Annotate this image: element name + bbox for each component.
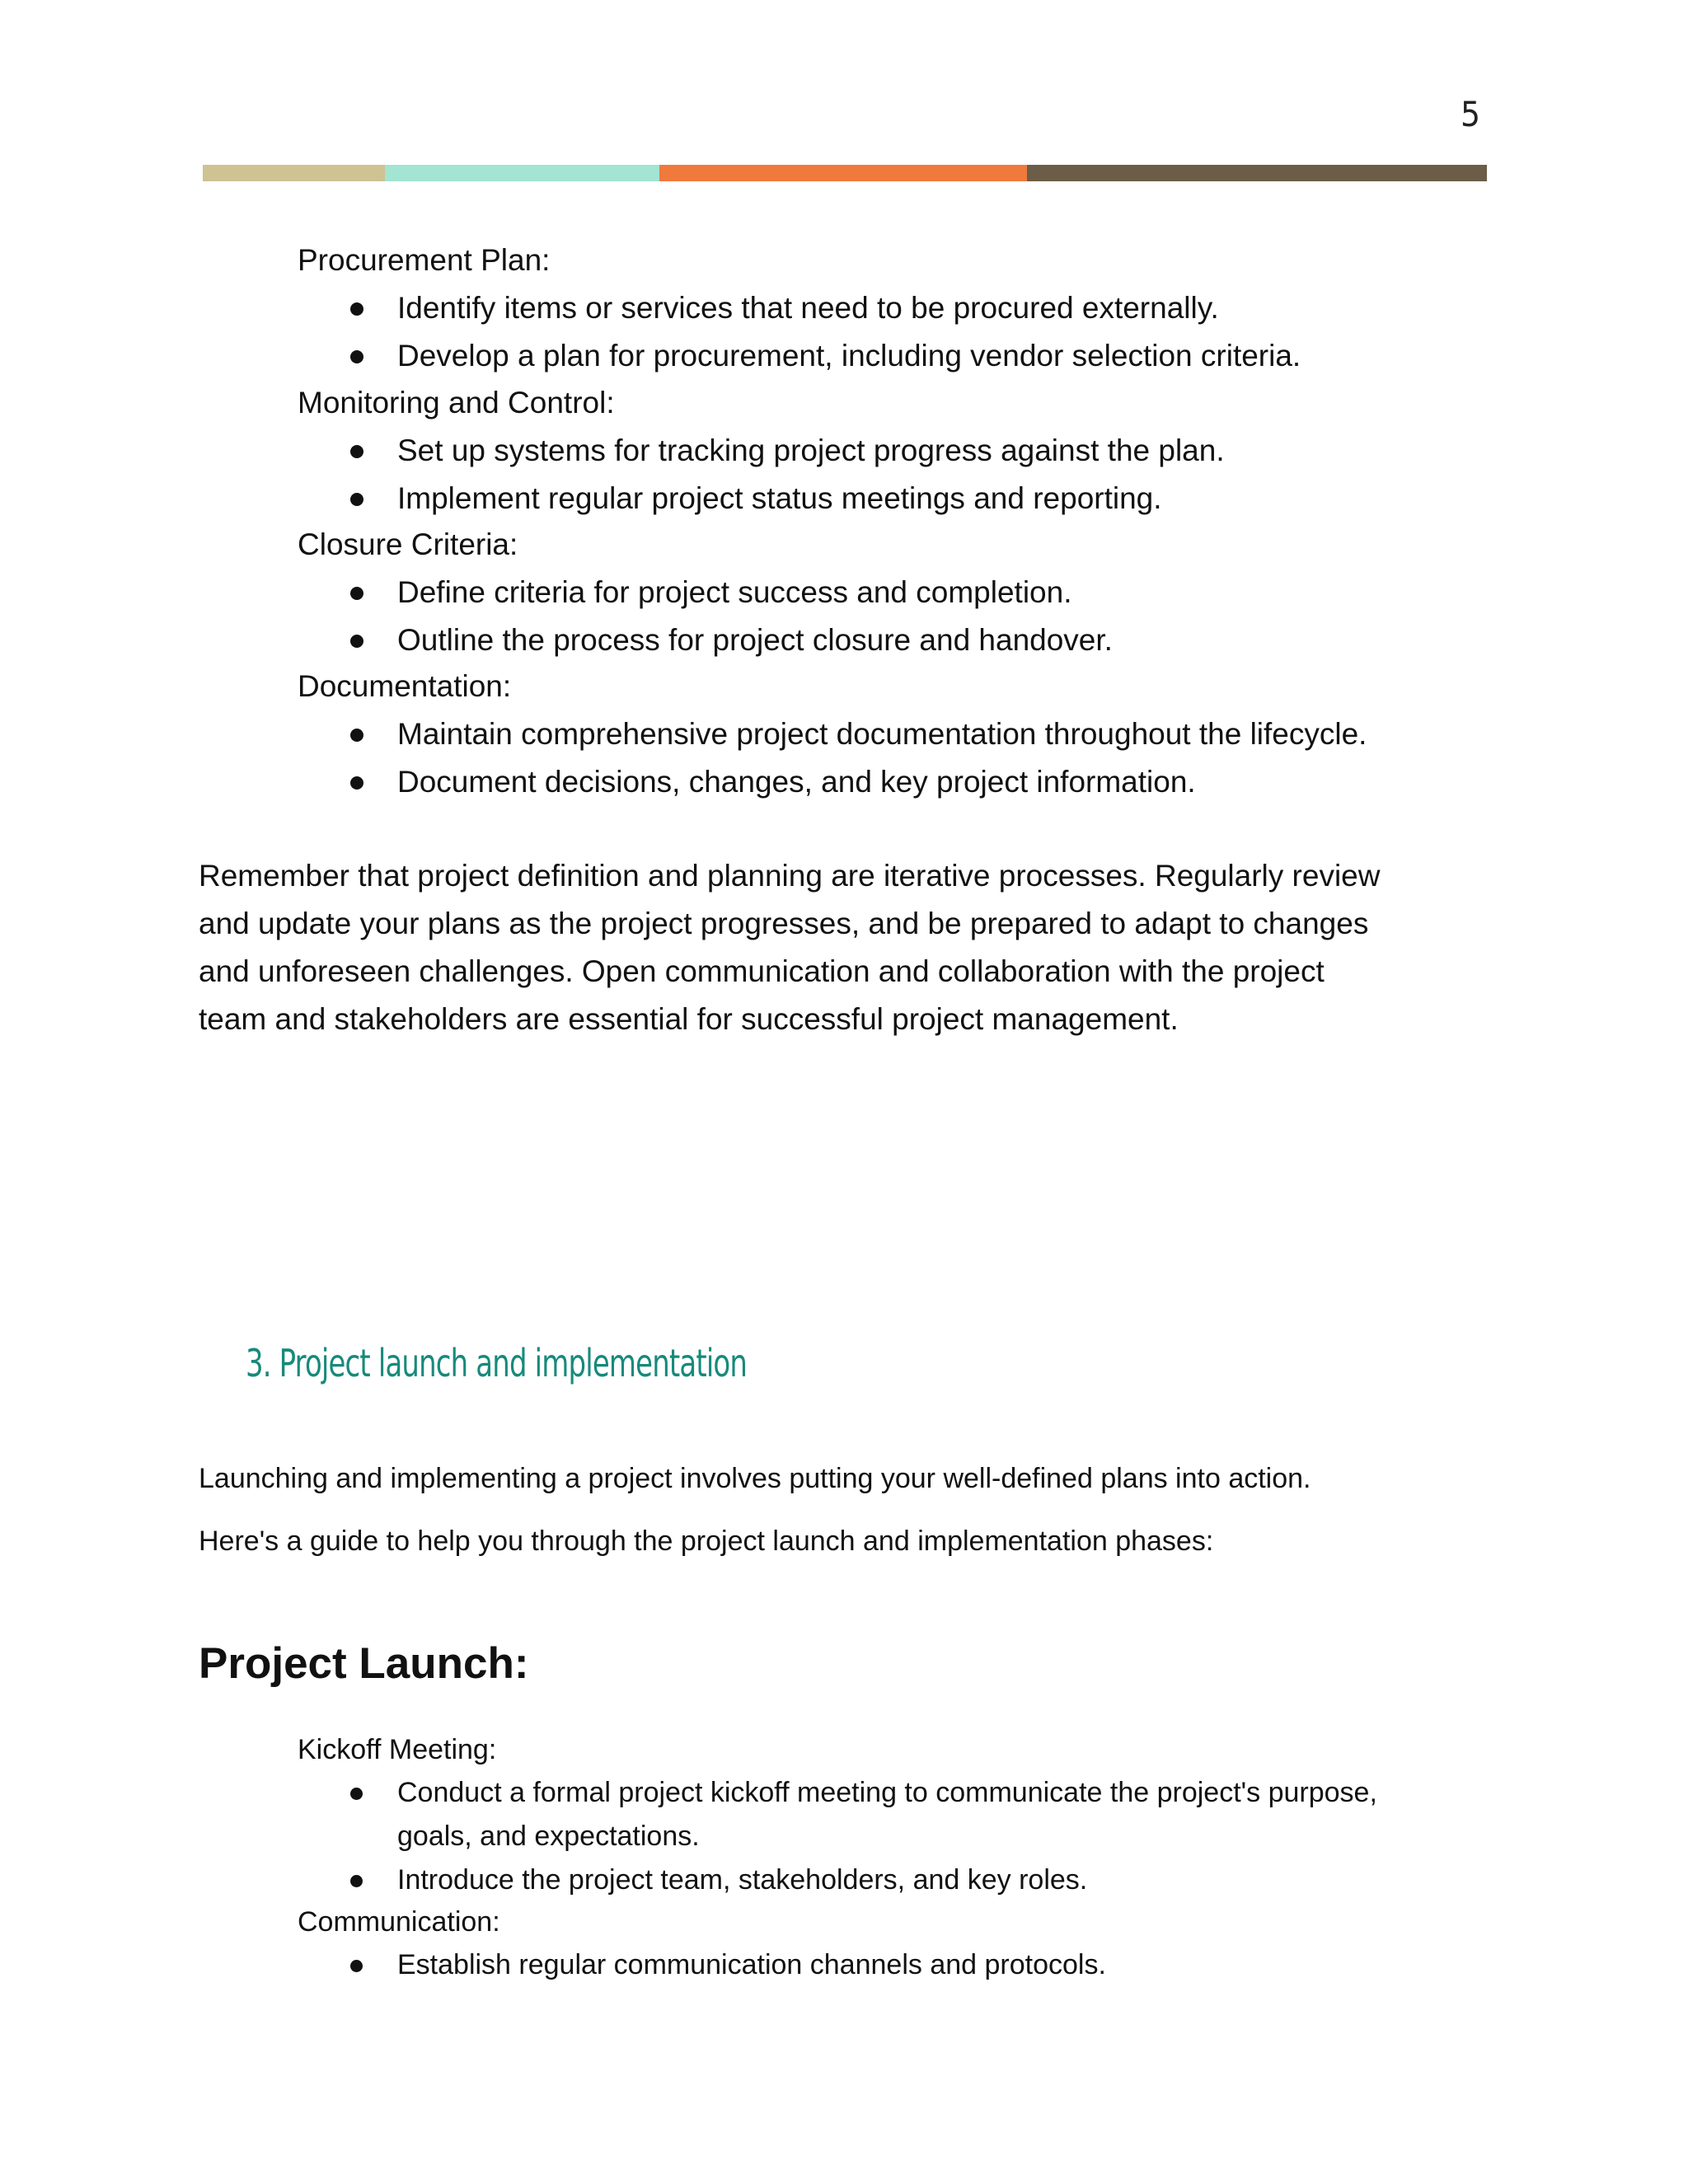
paragraph-line: and update your plans as the project progresses, and be prepared to adapt to changes — [199, 907, 1369, 940]
section-title: 3. Project launch and implementation — [246, 1341, 748, 1385]
list-item — [0, 710, 1367, 758]
section-guide: Here's a guide to help you through the project launch and implementation phases: — [199, 1526, 1214, 1557]
documentation-list — [0, 710, 1367, 806]
bullet-icon — [350, 776, 363, 790]
list-item-text: Establish regular communication channels and protocols. — [397, 1949, 1106, 1980]
bullet-icon — [350, 445, 363, 458]
project-launch-heading: Project Launch: — [199, 1639, 529, 1688]
list-item-text: Outline the process for project closure and handover. — [397, 623, 1113, 657]
bullet-icon — [350, 1875, 363, 1887]
documentation-heading: Documentation: — [298, 669, 512, 703]
header-color-bar — [203, 165, 1487, 181]
list-item-text: Maintain comprehensive project documentation throughout the lifecycle. — [397, 717, 1367, 751]
bullet-icon — [350, 493, 363, 506]
kickoff-meeting-heading: Kickoff Meeting: — [298, 1734, 497, 1765]
list-item — [0, 1771, 1377, 1858]
list-item — [0, 284, 1301, 332]
communication-list — [0, 1943, 1106, 1987]
list-item-text: Introduce the project team, stakeholders, and key roles. — [397, 1864, 1088, 1896]
bullet-icon — [350, 587, 363, 600]
list-item — [0, 758, 1367, 806]
paragraph-line: Remember that project definition and planning are iterative processes. Regularly review — [199, 859, 1381, 893]
bullet-icon — [350, 1788, 363, 1800]
list-item-text: Identify items or services that need to be procured externally. — [397, 291, 1219, 325]
header-bar-segment-brown — [1027, 165, 1487, 181]
closure-criteria-heading: Closure Criteria: — [298, 527, 518, 561]
bullet-icon — [350, 350, 363, 363]
list-item — [0, 475, 1225, 523]
list-item — [0, 1943, 1106, 1987]
section-intro: Launching and implementing a project involves putting your well-defined plans into action. — [199, 1463, 1311, 1494]
list-item-text: Document decisions, changes, and key project information. — [397, 765, 1196, 799]
monitoring-control-list — [0, 427, 1225, 523]
list-item — [0, 616, 1113, 664]
monitoring-control-heading: Monitoring and Control: — [298, 386, 615, 419]
bullet-icon — [350, 1960, 363, 1972]
paragraph-line: team and stakeholders are essential for successful project management. — [199, 1002, 1179, 1036]
remember-paragraph — [199, 852, 1493, 1043]
procurement-plan-list — [0, 284, 1301, 380]
closure-criteria-list — [0, 569, 1113, 664]
header-bar-segment-mint — [385, 165, 659, 181]
header-bar-segment-orange — [659, 165, 1027, 181]
list-item-text: Develop a plan for procurement, including vendor selection criteria. — [397, 339, 1301, 373]
bullet-icon — [350, 729, 363, 742]
list-item — [0, 1858, 1377, 1902]
procurement-plan-heading: Procurement Plan: — [298, 243, 551, 277]
communication-heading: Communication: — [298, 1906, 500, 1938]
page-number: 5 — [1460, 94, 1480, 134]
list-item-text: Define criteria for project success and completion. — [397, 575, 1072, 609]
bullet-icon — [350, 302, 363, 316]
kickoff-meeting-list — [0, 1771, 1377, 1902]
paragraph-line: and unforeseen challenges. Open communication and collaboration with the project — [199, 954, 1325, 988]
list-item-text: Set up systems for tracking project progress against the plan. — [397, 434, 1225, 467]
list-item-text: goals, and expectations. — [397, 1821, 700, 1852]
list-item — [0, 569, 1113, 616]
bullet-icon — [350, 635, 363, 648]
list-item — [0, 332, 1301, 380]
list-item-text: Implement regular project status meetings and reporting. — [397, 481, 1162, 515]
header-bar-segment-tan — [203, 165, 385, 181]
list-item — [0, 427, 1225, 475]
list-item-text: Conduct a formal project kickoff meeting to communicate the project's purpose, — [397, 1777, 1377, 1808]
